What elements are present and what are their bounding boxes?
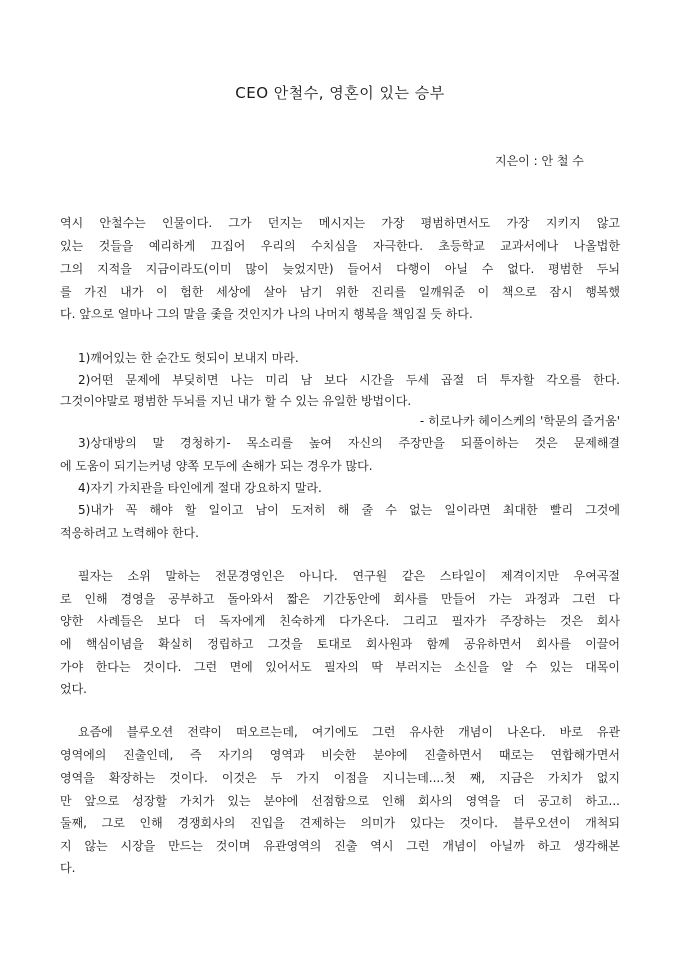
paragraph-3-line: 둘째, 그로 인해 경쟁회사의 진입을 견제하는 의미가 있다는 것이다. 블루오션이 개척되 <box>60 816 620 830</box>
list-item: 1)깨어있는 한 순간도 헛되이 보내지 마라. <box>78 351 299 365</box>
paragraph-2-line: 었다. <box>60 682 87 696</box>
list-item: 에 도움이 되기는커녕 양쪽 모두에 손해가 되는 경우가 많다. <box>60 459 373 473</box>
list-item: 4)자기 가치관을 타인에게 절대 강요하지 말라. <box>78 481 322 495</box>
paragraph-3-line: 영역에의 진출인데, 즉 자기의 영역과 비슷한 분야에 진출하면서 때로는 연합해가면서 <box>60 748 620 762</box>
paragraph-3-line: 만 앞으로 성장할 가치가 있는 분야에 선점함으로 인해 회사의 영역을 더 공고히 하고... <box>60 794 620 808</box>
paragraph-3-line: 지 않는 시장을 만드는 것이며 유관영역의 진출 역시 그런 개념이 아닐까 하고 생각해본 <box>60 839 620 853</box>
author-line: 지은이 : 안 철 수 <box>495 154 584 168</box>
paragraph-2-line: 양한 사례들은 보다 더 독자에게 친숙하게 다가온다. 그리고 필자가 주장하는 것은 회사 <box>60 614 620 628</box>
paragraph-1-line: 를 가진 내가 이 험한 세상에 살아 남기 위한 진리를 일깨워준 이 책으로 잠시 행복했 <box>60 285 620 299</box>
paragraph-3-line: 영역을 확장하는 것이다. 이것은 두 가지 이점을 지니는데....첫 째, 지금은 가치가 없지 <box>60 771 620 785</box>
paragraph-3-line: 다. <box>60 861 76 875</box>
document-title: CEO 안철수, 영혼이 있는 승부 <box>235 84 445 102</box>
paragraph-2-line: 로 인해 경영을 공부하고 돌아와서 짧은 기간동안에 회사를 만들어 가는 과정과 그런 다 <box>60 592 620 606</box>
paragraph-1-line: 다. 앞으로 얼마나 그의 말을 좇을 것인지가 나의 나머지 행복을 책임질 듯 하다. <box>60 307 473 321</box>
list-item: 5)내가 꼭 해야 할 일이고 남이 도저히 해 줄 수 없는 일이라면 최대한 빨리 그것에 <box>78 503 620 517</box>
list-quote-attribution: - 히로나카 헤이스케의 '학문의 즐거움' <box>419 414 620 428</box>
paragraph-3-line: 요즘에 블루오션 전략이 떠오르는데, 여기에도 그런 유사한 개념이 나온다. 바로 유관 <box>78 725 620 739</box>
paragraph-2-line: 에 핵심이념을 확실히 정립하고 그것을 토대로 회사원과 함께 공유하면서 회사를 이끌어 <box>60 637 620 651</box>
paragraph-1-line: 그의 지적을 지금이라도(이미 많이 늦었지만) 들어서 다행이 아닐 수 없다. 평범한 두뇌 <box>60 262 620 276</box>
paragraph-2-line: 필자는 소위 말하는 전문경영인은 아니다. 연구원 같은 스타일이 제격이지만 우여곡절 <box>78 569 620 583</box>
paragraph-1-line: 역시 안철수는 인물이다. 그가 던지는 메시지는 가장 평범하면서도 가장 지키지 않고 <box>60 216 620 230</box>
paragraph-2-line: 가야 한다는 것이다. 그런 면에 있어서도 필자의 딱 부러지는 소신을 알 수 있는 대목이 <box>60 660 620 674</box>
list-item: 3)상대방의 말 경청하기- 목소리를 높여 자신의 주장만을 되풀이하는 것은 문제해결 <box>78 436 620 450</box>
list-item: 2)어떤 문제에 부딪히면 나는 미리 남 보다 시간을 두세 곱절 더 투자할 각오를 한다. <box>78 373 620 387</box>
list-item: 적응하려고 노력해야 한다. <box>60 526 199 540</box>
list-item: 그것이야말로 평범한 두뇌를 지닌 내가 할 수 있는 유일한 방법이다. <box>60 394 412 408</box>
paragraph-1-line: 있는 것들을 예리하게 끄집어 우리의 수치심을 자극한다. 초등학교 교과서에나 나올법한 <box>60 239 620 253</box>
